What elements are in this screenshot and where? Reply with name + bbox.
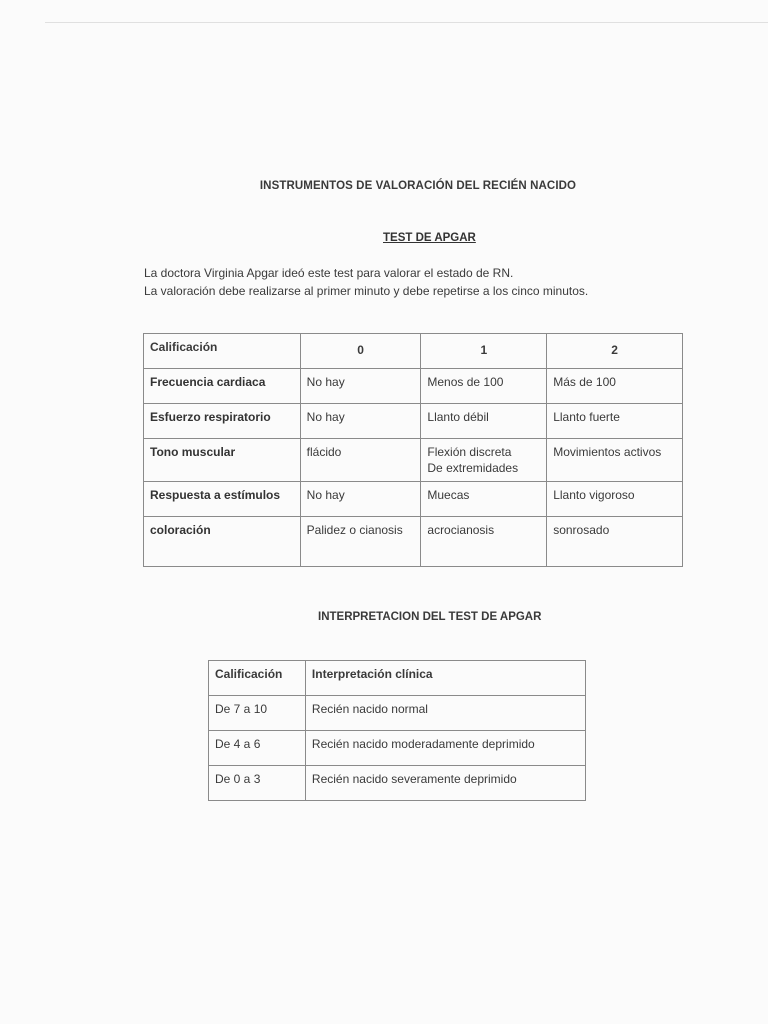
table-cell: De 7 a 10 bbox=[209, 696, 306, 731]
header-cell: 0 bbox=[300, 334, 421, 369]
intro-line: La valoración debe realizarse al primer minuto y debe repetirse a los cinco minutos. bbox=[144, 284, 589, 298]
header-cell: Interpretación clínica bbox=[305, 661, 585, 696]
table-cell: No hay bbox=[300, 369, 421, 404]
criterion-cell: Frecuencia cardiaca bbox=[144, 369, 301, 404]
table-cell bbox=[421, 439, 547, 482]
table-cell: Llanto fuerte bbox=[547, 404, 683, 439]
table-cell: sonrosado bbox=[547, 517, 683, 567]
table-cell: Palidez o cianosis bbox=[300, 517, 421, 567]
document-title: INSTRUMENTOS DE VALORACIÓN DEL RECIÉN NACIDO bbox=[259, 180, 577, 192]
table-row bbox=[209, 696, 586, 731]
header-cell: Calificación bbox=[209, 661, 306, 696]
table-cell: De 0 a 3 bbox=[209, 766, 306, 801]
header-cell: 1 bbox=[421, 334, 547, 369]
table-cell: De 4 a 6 bbox=[209, 731, 306, 766]
table-cell: Llanto vigoroso bbox=[547, 482, 683, 517]
table-row bbox=[144, 404, 683, 439]
table-header-row bbox=[144, 334, 683, 369]
apgar-table bbox=[143, 333, 683, 567]
table-row bbox=[144, 517, 683, 567]
header-cell: 2 bbox=[547, 334, 683, 369]
table-cell: No hay bbox=[300, 482, 421, 517]
table-cell: Recién nacido severamente deprimido bbox=[305, 766, 585, 801]
criterion-cell: Respuesta a estímulos bbox=[144, 482, 301, 517]
table-cell: Recién nacido normal bbox=[305, 696, 585, 731]
criterion-cell: Tono muscular bbox=[144, 439, 301, 482]
scan-edge-line bbox=[45, 22, 768, 23]
table-cell: Llanto débil bbox=[421, 404, 547, 439]
interpretation-heading: INTERPRETACION DEL TEST DE APGAR bbox=[318, 611, 542, 623]
table-header-row bbox=[209, 661, 586, 696]
intro-paragraph bbox=[144, 264, 704, 300]
table-cell: No hay bbox=[300, 404, 421, 439]
criterion-cell: Esfuerzo respiratorio bbox=[144, 404, 301, 439]
header-cell: Calificación bbox=[144, 334, 301, 369]
apgar-heading: TEST DE APGAR bbox=[383, 232, 476, 244]
criterion-cell: coloración bbox=[144, 517, 301, 567]
cell-line: De extremidades bbox=[427, 461, 519, 475]
cell-line: Flexión discreta bbox=[427, 445, 512, 459]
table-row bbox=[144, 369, 683, 404]
intro-line: La doctora Virginia Apgar ideó este test para valorar el estado de RN. bbox=[144, 266, 514, 280]
table-cell: flácido bbox=[300, 439, 421, 482]
table-cell: acrocianosis bbox=[421, 517, 547, 567]
table-cell: Muecas bbox=[421, 482, 547, 517]
table-cell: Menos de 100 bbox=[421, 369, 547, 404]
table-cell: Recién nacido moderadamente deprimido bbox=[305, 731, 585, 766]
table-row bbox=[144, 439, 683, 482]
table-row bbox=[209, 766, 586, 801]
table-cell: Movimientos activos bbox=[547, 439, 683, 482]
table-cell: Más de 100 bbox=[547, 369, 683, 404]
interpretation-table bbox=[208, 660, 586, 801]
table-row bbox=[209, 731, 586, 766]
table-row bbox=[144, 482, 683, 517]
